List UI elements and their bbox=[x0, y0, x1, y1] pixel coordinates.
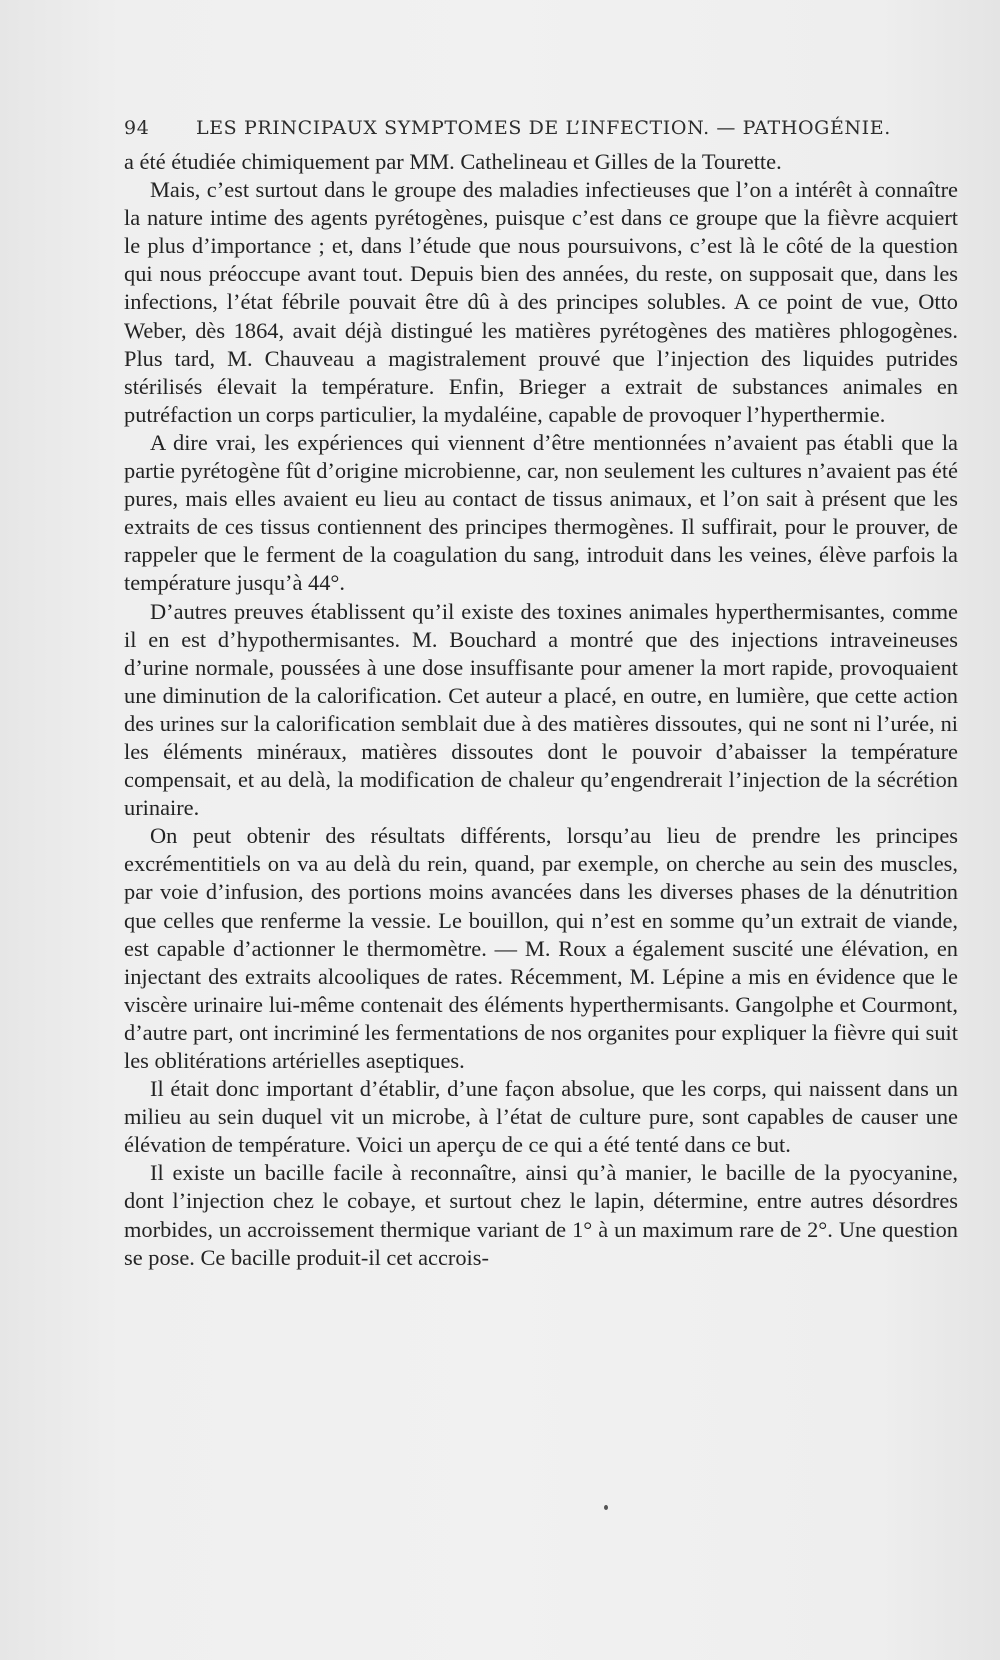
page-number: 94 bbox=[124, 117, 150, 139]
paragraph: Mais, c’est surtout dans le groupe des maladies infectieuses que l’on a intérêt à connaître la nature intime des agents pyrétogènes, puisque c’est dans ce groupe que la fièvre acquiert le plus d’importance ; et, dans l’étude que nous poursuivons, c’est là le côté de la question qui nous préoccupe avant tout. Depuis bien des années, du reste, on supposait que, dans les infections, l’état fébrile pouvait être dû à des principes solubles. A ce point de vue, Otto Weber, dès 1864, avait déjà distingué les matières pyrétogènes des matières phlogogènes. Plus tard, M. Chauveau a magistralement prouvé que l’injection des liquides putrides stérilisés élevait la température. Enfin, Brieger a extrait de substances animales en putréfaction un corps particulier, la mydaléine, capable de provoquer l’hyperthermie. bbox=[124, 177, 958, 427]
running-head bbox=[124, 117, 891, 145]
paragraph: A dire vrai, les expériences qui viennent d’être mentionnées n’avaient pas établi que la partie pyrétogène fût d’origine microbienne, car, non seulement les cultures n’avaient pas été pures, mais elles avaient eu lieu au contact de tissus animaux, et l’on sait à présent que les extraits de ces tissus contiennent des principes thermogènes. Il suffirait, pour le prouver, de rappeler que le ferment de la coagulation du sang, introduit dans les veines, élève parfois la température jusqu’à 44°. bbox=[124, 429, 958, 596]
paragraph: Il existe un bacille facile à reconnaître, ainsi qu’à manier, le bacille de la pyocyanine, dont l’injection chez le cobaye, et surtout chez le lapin, détermine, entre autres désordres morbides, un accroissement thermique variant de 1° à un maximum rare de 2°. Une question se pose. Ce bacille produit-il cet accrois- bbox=[124, 1160, 958, 1270]
paragraph: Il était donc important d’établir, d’une façon absolue, que les corps, qui naissent dans un milieu au sein duquel vit un microbe, à l’état de culture pure, sont capables de causer une élévation de température. Voici un aperçu de ce qui a été tenté dans ce but. bbox=[124, 1076, 958, 1158]
running-title: LES PRINCIPAUX SYMPTOMES DE L’INFECTION. — PATHOGÉNIE. bbox=[196, 117, 891, 139]
paragraph-continuation: a été étudiée chimiquement par MM. Cathelineau et Gilles de la Tourette. bbox=[124, 149, 782, 174]
body-text bbox=[124, 148, 958, 1272]
ink-speck bbox=[604, 1505, 608, 1510]
paragraph: On peut obtenir des résultats différents, lorsqu’au lieu de prendre les principes excrémentitiels on va au delà du rein, quand, par exemple, on cherche au sein des muscles, par voie d’infusion, des portions moins avancées dans les diverses phases de la dénutrition que celles que renferme la vessie. Le bouillon, qui n’est en somme qu’un extrait de viande, est capable d’actionner le thermomètre. — M. Roux a également suscité une élévation, en injectant des extraits alcooliques de rates. Récemment, M. Lépine a mis en évidence que le viscère urinaire lui-même contenait des éléments hyperthermisants. Gangolphe et Courmont, d’autre part, ont incriminé les fermentations de nos organites pour expliquer la fièvre qui suit les oblitérations artérielles aseptiques. bbox=[124, 823, 958, 1073]
paragraph: D’autres preuves établissent qu’il existe des toxines animales hyperthermisantes, comme il en est d’hypothermisantes. M. Bouchard a montré que des injections intraveineuses d’urine normale, poussées à une dose insuffisante pour amener la mort rapide, provoquaient une diminution de la calorification. Cet auteur a placé, en outre, en lumière, que cette action des urines sur la calorification semblait due à des matières dissoutes, qui ne sont ni l’urée, ni les éléments minéraux, matières dissoutes dont le pouvoir d’abaisser la température compensait, et au delà, la modification de chaleur qu’engendrerait l’injection de la sécrétion urinaire. bbox=[124, 598, 958, 821]
